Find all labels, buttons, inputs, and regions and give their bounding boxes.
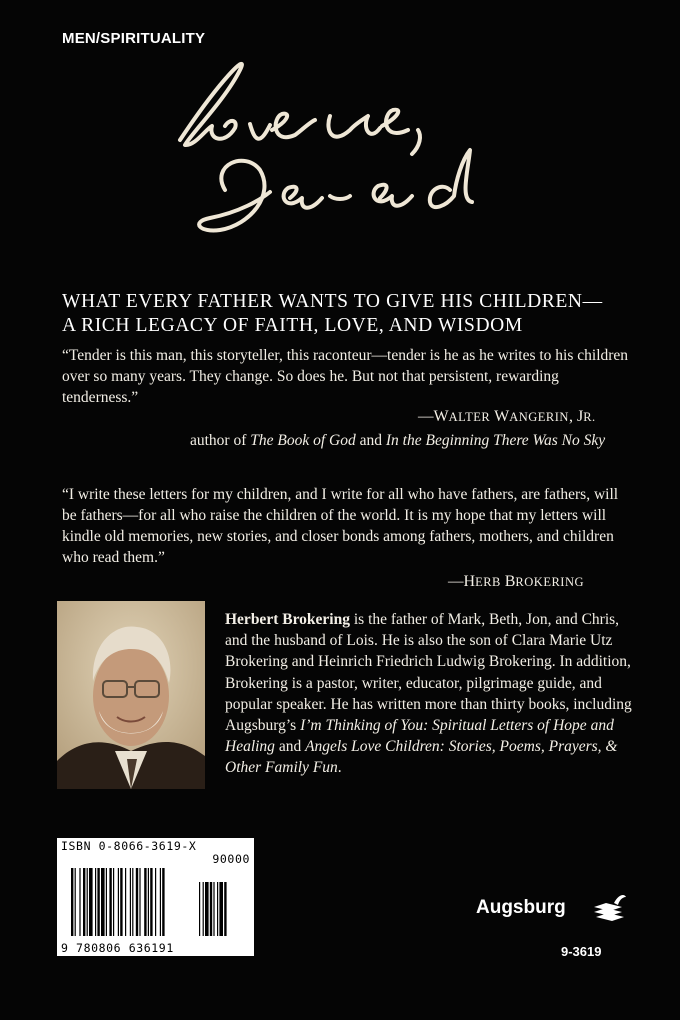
attribution-wangerin: —WALTER WANGERIN, JR. <box>418 408 596 425</box>
publisher-logo-icon <box>592 893 628 921</box>
sku-number: 9-3619 <box>561 944 602 959</box>
price-code: 90000 <box>212 852 250 866</box>
author-bio: Herbert Brokering is the father of Mark, Beth, Jon, and Chris, and the husband of Lois. He is also the son of Clara Marie Utz Brokering and Heinrich Friedrich Ludwig Brokering. In addition, Brokering is a pastor, writer, educator, pilgrimage guide, and popular speaker. He has written more than thirty books, including Augsburg’s I’m Thinking of You: Spiritual Letters of Hope and Healing and Angels Love Children: Stories, Poems, Prayers, & Other Family Fun. <box>225 611 632 777</box>
publisher-name: Augsburg <box>476 897 566 918</box>
handwritten-title <box>150 50 510 260</box>
quote-wangerin: “Tender is this man, this storyteller, this raconteur—tender is he as he writes to his children over so many years. They change. So does he. But not that persistent, rewarding tenderness.” <box>62 347 629 406</box>
headline-line-2: A RICH LEGACY OF FAITH, LOVE, AND WISDOM <box>62 315 523 336</box>
quote-brokering: “I write these letters for my children, and I write for all who have fathers, are fathers, will be fathers—for all who raise the children of the world. It is my hope that my letters will kindle old memories, new stories, and closer bonds among fathers, mothers, and children who read them.” <box>62 486 619 566</box>
category-label: MEN/SPIRITUALITY <box>62 30 206 47</box>
ean-digits: 9 780806 636191 <box>61 941 174 955</box>
author-credit: author of The Book of God and In the Beginning There Was No Sky <box>190 432 606 449</box>
isbn-text: ISBN 0-8066-3619-X <box>61 839 197 853</box>
author-name: Herbert Brokering <box>225 611 350 628</box>
barcode-bars <box>71 868 243 938</box>
headline-line-1: WHAT EVERY FATHER WANTS TO GIVE HIS CHILDREN— <box>62 291 603 312</box>
attribution-brokering: —HERB BROKERING <box>448 573 585 590</box>
headline <box>62 290 622 338</box>
isbn-barcode <box>57 838 254 956</box>
author-photo <box>57 601 205 789</box>
